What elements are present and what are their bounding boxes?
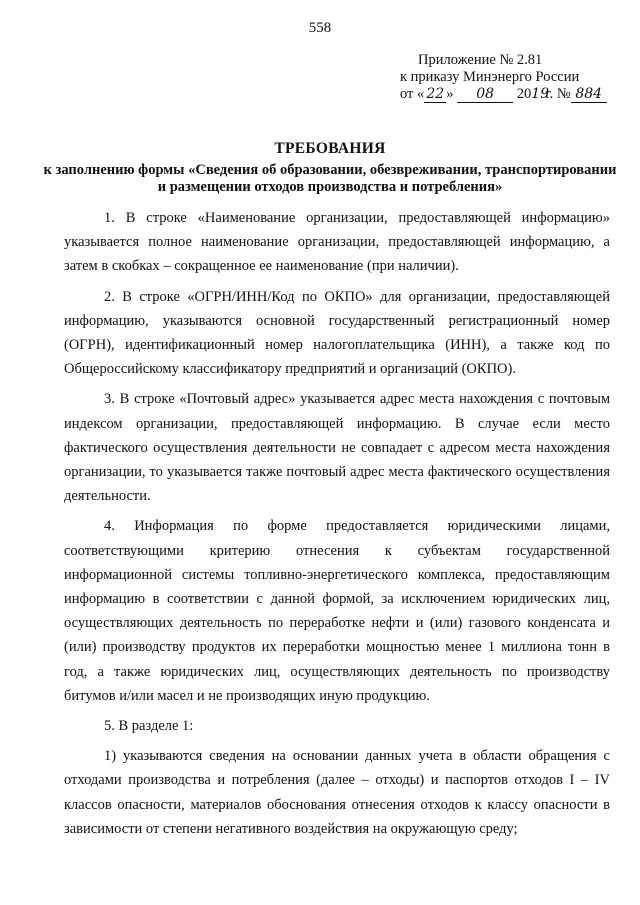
year-prefix: 20 [516, 86, 532, 102]
paragraph-5: 5. В разделе 1: [104, 718, 194, 735]
handwritten-order-number: 884 [571, 87, 607, 103]
paragraph-2: 2. В строке «ОГРН/ИНН/Код по ОКПО» для организации, предоставляющей информацию, указываются основной государственный регистрационный номер (ОГРН), идентификационный номер налогоплательщика (ИНН), а также код по Общероссийскому классификатору предприятий и организаций (ОКПО). [64, 288, 610, 378]
handwritten-month: 08 [457, 87, 513, 103]
date-prefix: от « [400, 86, 425, 102]
appendix-title: Приложение № 2.81 [418, 52, 543, 68]
paragraph-4: 4. Информация по форме предоставляется юридическими лицами, соответствующими критерию отнесения к субъектам государственной информационной системы топливно-энергетического комплекса, предоставляющим информацию в соответствии с данной формой, за исключением юридических лиц, осуществляющих деятельность по переработке нефти и (или) газового конденсата и (или) производству продуктов их переработки мощностью менее 1 миллиона тонн в год, а также юридических лиц, осуществляющих деятельность по производству битумов и/или масел и не производящих иную продукцию. [64, 518, 610, 704]
handwritten-day: 22 [424, 87, 446, 103]
paragraph-3: 3. В строке «Почтовый адрес» указывается адрес места нахождения с почтовым индексом организации, предоставляющей информацию. В случае если место фактического осуществления деятельности не совпадает с адресом места нахождения организации, то указывается также почтовый адрес места фактического осуществления деятельности. [64, 391, 610, 505]
paragraph-5-item-1: 1) указываются сведения на основании данных учета в области обращения с отходами производства и потребления (далее – отходы) и паспортов отходов I – IV классов опасности, материалов обоснования отнесения отходов к классу опасности в зависимости от степени негативного воздействия на окружающую среду; [64, 748, 610, 837]
document-body [64, 206, 610, 847]
appendix-order-ref: к приказу Минэнерго России [400, 69, 580, 85]
handwritten-year: 19 [531, 86, 550, 102]
paragraph-1: 1. В строке «Наименование организации, предоставляющей информацию» указывается полное наименование организации, предоставляющей информацию, а затем в скобках – сокращенное ее наименование (при наличии). [64, 210, 610, 275]
appendix-date-line [360, 86, 620, 103]
date-day-close: » [446, 86, 454, 102]
document-subtitle: к заполнению формы «Сведения об образовании, обезвреживании, транспортировании и размещении отходов производства и потребления» [43, 162, 617, 195]
appendix-header [360, 52, 620, 103]
document-title: ТРЕБОВАНИЯ [274, 140, 386, 157]
year-after: г. № [545, 86, 571, 102]
page-number: 558 [308, 20, 332, 36]
document-title-block [40, 140, 620, 196]
